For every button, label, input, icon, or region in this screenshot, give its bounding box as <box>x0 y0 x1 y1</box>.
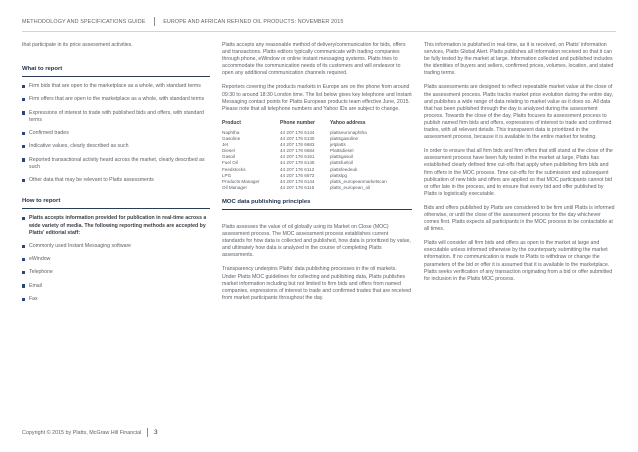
intro-text: that participate in its price assessment activities. <box>22 42 133 48</box>
column-header: Product <box>222 119 241 126</box>
contacts-table <box>222 120 387 191</box>
table-row <box>222 185 387 191</box>
table-header-row <box>222 120 387 130</box>
document-title: EUROPE AND AFRICAN REFINED OIL PRODUCTS: NOVEMBER 2015 <box>163 18 344 25</box>
paragraph: Platts will consider all firm bids and offers as open to the market at large and executable unless informed otherwise by the counterparty submitting the market information. If no communication is made to Platts to withdraw or change the parameters of the bid or offer it is assumed that it is available to the marketplace. Platts seeks verification of any transaction originating from a bid or offer submitted for inclusion in the Platts MOC process. <box>424 240 613 282</box>
yahoo-cell: jetplatts <box>330 142 346 148</box>
list-item: eWindow <box>22 256 210 263</box>
footer-separator <box>147 428 148 437</box>
moc-heading: MOC data publishing principles <box>222 198 311 205</box>
page-header <box>22 17 343 26</box>
phone-cell: 44 207 176 6115 <box>280 184 315 190</box>
list-item: Email <box>22 283 210 290</box>
list-item: Firm bids that are open to the marketplace as a whole, with standard terms <box>22 83 210 90</box>
phone-cell: 44 207 176 6112 <box>280 166 315 172</box>
heading-rule <box>222 209 412 210</box>
product-cell: Gasoline <box>222 136 241 142</box>
phone-cell: 44 207 176 6145 <box>280 160 315 166</box>
list-item: Expressions of interest to trade with published bids and offers, with standard terms <box>22 110 210 124</box>
phone-cell: 44 207 176 6672 <box>280 172 315 178</box>
column-left <box>22 42 210 309</box>
list-item: Confirmed trades <box>22 130 210 137</box>
product-cell: LPG <box>222 172 232 178</box>
yahoo-cell: platts_european_oil <box>330 184 371 190</box>
phone-cell: 44 207 176 6683 <box>280 142 315 148</box>
product-cell: Fuel Oil <box>222 160 238 166</box>
what-to-report-list <box>22 83 210 184</box>
header-rule <box>22 31 616 32</box>
column-right <box>424 42 616 290</box>
column-header: Phone number <box>280 119 316 126</box>
paragraph: Platts assessments are designed to reflect repeatable market value at the close of the assessment process. Platts tracks market price evolution during the entire day, and publishes a wide range of data relating to market value as it does so. All data that has been published through the day is analyzed during the assessment process. Towards the close of the day, Platts focuses its assessment process to publish named firm bids and offers, expressions of interest to trade and confirmed trades, with all relevant details. This transparent data is prioritized in the assessment process, because it is available to the entire market for testing. <box>424 84 614 141</box>
guide-title: METHODOLOGY AND SPECIFICATIONS GUIDE <box>22 18 146 25</box>
list-item: Fax <box>22 296 210 303</box>
yahoo-cell: platts_europeanmarketscan <box>330 178 387 184</box>
how-to-report-list <box>22 215 210 303</box>
yahoo-cell: plattseuronaphtha <box>330 129 367 135</box>
column-header: Yahoo address <box>330 119 366 126</box>
yahoo-cell: plattslpg <box>330 172 348 178</box>
phone-cell: 44 207 176 6144 <box>280 129 315 135</box>
list-item: Firm offers that are open to the marketplace as a whole, with standard terms <box>22 96 210 103</box>
phone-cell: 44 207 176 6161 <box>280 154 315 160</box>
paragraph: Platts accepts any reasonable method of delivery/communication for bids, offers and transactions. Platts editors typically communicate with trading companies through phone, eWindow or online instant messaging systems. Platts tries to accommodate the communication needs of its customers and will endeavor to open any additional communication channels required. <box>222 42 406 77</box>
product-cell: Products Manager <box>222 178 260 184</box>
paragraph: Transparency underpins Platts' data publishing processes in the oil markets. Under Platts MOC guidelines for collecting and publishing data, Platts publishes market information including but not limited to firm bids and offers from named companies, expressions of interest to trade and confirmed trades that are received from market participants throughout the day. <box>222 266 412 301</box>
page-footer <box>22 428 158 437</box>
list-item: Reported transactional activity heard across the market, clearly described as such <box>22 157 210 171</box>
yahoo-cell: plattsfeedeuk <box>330 166 358 172</box>
what-to-report-heading: What to report <box>22 66 63 73</box>
heading-rule <box>22 208 210 209</box>
column-middle <box>222 42 412 309</box>
header-separator <box>154 17 155 26</box>
product-cell: Feedstocks <box>222 166 246 172</box>
list-item: Other data that may be relevant to Platts assessments <box>22 177 210 184</box>
yahoo-cell: plattsgasoline <box>330 136 359 142</box>
paragraph: Platts assesses the value of oil globally using its Market on Close (MOC) assessment process. The MOC assessment process establishes current standards for how data is collected and published, how data is prioritized by value, and ultimately how data is analyzed in the course of completing Platts assessments. <box>222 223 411 259</box>
list-item: Commonly used Instant Messaging software <box>22 243 210 250</box>
list-item: Telephone <box>22 269 210 276</box>
how-to-report-heading: How to report <box>22 198 61 205</box>
yahoo-cell: plattsfueloil <box>330 160 353 166</box>
list-item: Platts accepts information provided for publication in real-time across a wide variety of media. The following reporting methods are accepted by Platts' editorial staff: <box>22 215 210 236</box>
yahoo-cell: plattsgasoil <box>330 154 353 160</box>
product-cell: Naphtha <box>222 129 240 135</box>
yahoo-cell: Plattsdiesel <box>330 148 354 154</box>
paragraph: This information is published in real-time, as it is received, on Platts' information services, Platts Global Alert. Platts publishes all information received so that it can be fully tested by the market at large. Information collected and published includes the identities of buyers and sellers, confirmed prices, volumes, location, and stated trading terms. <box>424 42 614 77</box>
product-cell: Oil Manager <box>222 184 248 190</box>
paragraph: Bids and offers published by Platts are considered to be firm until Platts is informed otherwise, or until the close of the assessment process for the day whichever comes first. Platts expects all participants in the MOC process to be contactable at all times. <box>424 204 615 233</box>
page-number: 3 <box>154 428 158 436</box>
paragraph: In order to ensure that all firm bids and firm offers that still stand at the close of the assessment process have been fully tested in the market at large, Platts has established clearly defined time cut-offs that apply when publishing firm bids and firm offers in the MOC process. Time cut-offs for the submission and subsequent publication of new bids and offers are applied so that MOC participants cannot bid or offer late in the process, and to ensure that every bid and offer published by Platts is logistically executable. <box>424 148 613 197</box>
product-cell: Gasoil <box>222 154 236 160</box>
paragraph: Reporters covering the products markets in Europe are on the phone from around 09:30 to around 18:30 London time. The list below gives key telephone and Instant Messaging contact points for Platts European products team effective June, 2015. Please note that all telephone numbers and Yahoo IDs are subject to change. <box>222 84 412 112</box>
phone-cell: 44 207 176 6684 <box>280 148 315 154</box>
copyright-text: Copyright © 2015 by Platts, McGraw Hill Financial <box>22 429 142 436</box>
phone-cell: 44 207 176 6130 <box>280 136 315 142</box>
product-cell: Diesel <box>222 148 235 154</box>
product-cell: Jet <box>222 142 229 148</box>
table-row <box>222 179 387 185</box>
list-item: Indicative values, clearly described as such <box>22 143 210 150</box>
phone-cell: 44 207 176 6144 <box>280 178 315 184</box>
heading-rule <box>22 76 210 77</box>
